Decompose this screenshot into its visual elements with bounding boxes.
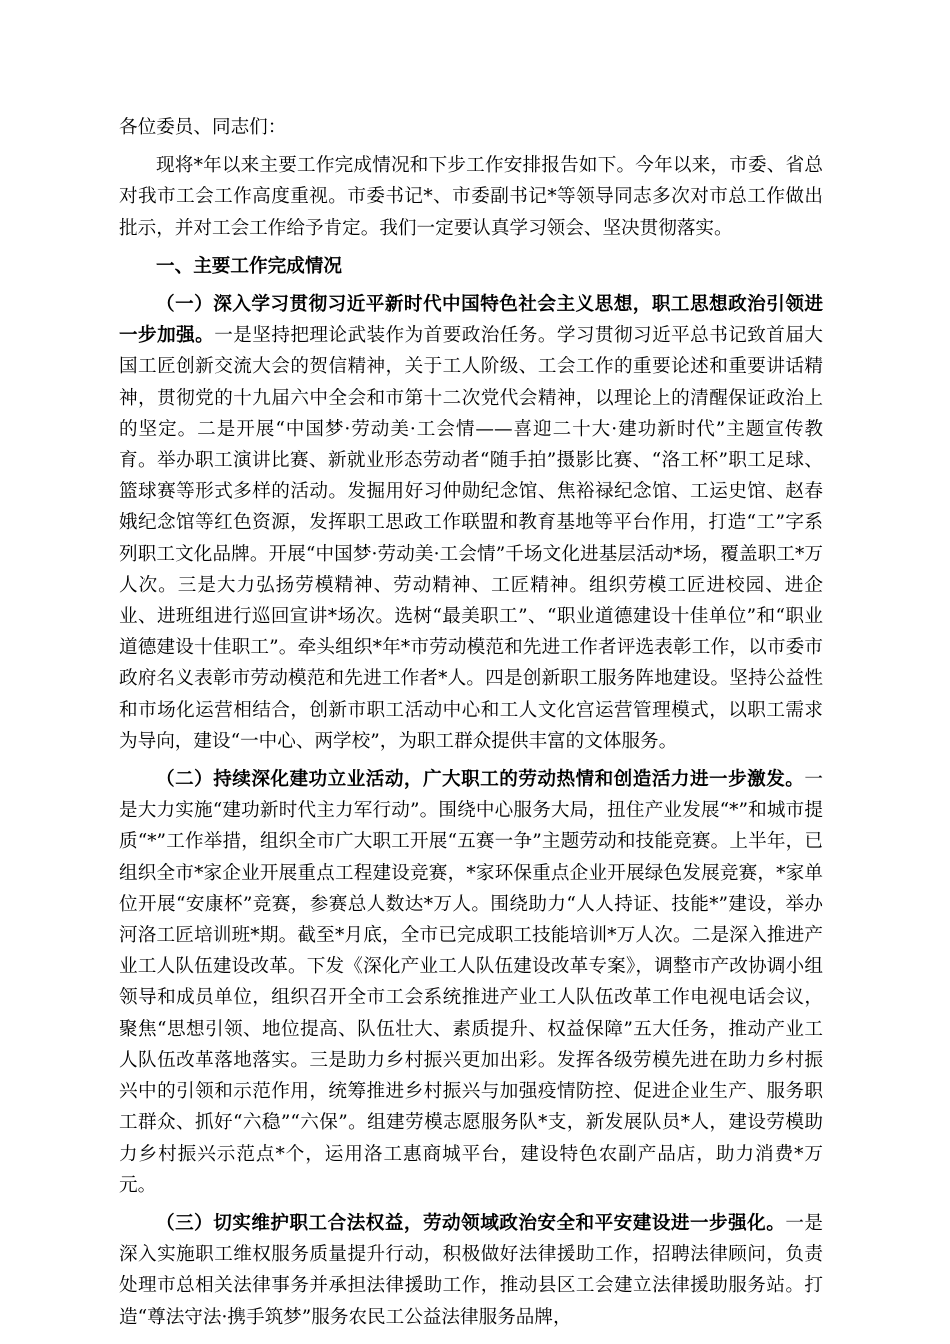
item-2-lead: （二）持续深化建功立业活动，广大职工的劳动热情和创造活力进一步激发。 <box>156 769 805 791</box>
document-page <box>119 112 823 1333</box>
item-2-paragraph <box>119 764 823 1201</box>
item-1-body: 一是坚持把理论武装作为首要政治任务。学习贯彻习近平总书记致首届大国工匠创新交流大会的贺信精神，关于工人阶级、工会工作的重要论述和重要讲话精神，贯彻党的十九届六中全会和市第十二次党代会精神，以理论上的清醒保证政治上的坚定。二是开展“中国梦·劳动美·工会情——喜迎二十大·建功新时代”主题宣传教育。举办职工演讲比赛、新就业形态劳动者“随手拍”摄影比赛、“洛工杯”职工足球、篮球赛等形式多样的活动。发掘用好习仲勋纪念馆、焦裕禄纪念馆、工运史馆、赵春娥纪念馆等红色资源，发挥职工思政工作联盟和教育基地等平台作用，打造“工”字系列职工文化品牌。开展“中国梦·劳动美·工会情”千场文化进基层活动*场，覆盖职工*万人次。三是大力弘扬劳模精神、劳动精神、工匠精神。组织劳模工匠进校园、进企业、进班组进行巡回宣讲*场次。选树“最美职工”、“职业道德建设十佳单位”和“职业道德建设十佳职工”。牵头组织*年*市劳动模范和先进工作者评选表彰工作，以市委市政府名义表彰市劳动模范和先进工作者*人。四是创新职工服务阵地建设。坚持公益性和市场化运营相结合，创新市职工活动中心和工人文化宫运营管理模式，以职工需求为导向，建设“一中心、两学校”，为职工群众提供丰富的文体服务。 <box>119 325 823 752</box>
section-heading: 一、主要工作完成情况 <box>156 255 342 277</box>
item-3-paragraph <box>119 1208 823 1333</box>
intro-paragraph: 现将*年以来主要工作完成情况和下步工作安排报告如下。今年以来，市委、省总对我市工会工作高度重视。市委书记*、市委副书记*等领导同志多次对市总工作做出批示，并对工会工作给予肯定。我们一定要认真学习领会、坚决贯彻落实。 <box>119 155 823 239</box>
salutation: 各位委员、同志们： <box>119 117 287 138</box>
item-3-lead: （三）切实维护职工合法权益，劳动领域政治安全和平安建设进一步强化。 <box>156 1212 786 1234</box>
item-3-body: 一是深入实施职工维权服务质量提升行动，积极做好法律援助工作，招聘法律顾问，负责处理市总相关法律事务并承担法律援助工作，推动县区工会建立法律援助服务站。打造“尊法守法·携手筑梦”服务农民工公益法律服务品牌， <box>119 1212 823 1328</box>
item-2-body: 一是大力实施“建功新时代主力军行动”。围绕中心服务大局，扭住产业发展“*”和城市提质“*”工作举措，组织全市广大职工开展“五赛一争”主题劳动和技能竞赛。上半年，已组织全市*家企业开展重点工程建设竞赛，*家环保重点企业开展绿色发展竞赛，*家单位开展“安康杯”竞赛，参赛总人数达*万人。围绕助力“人人持证、技能*”建设，举办河洛工匠培训班*期。截至*月底，全市已完成职工技能培训*万人次。二是深入推进产业工人队伍建设改革。下发《深化产业工人队伍建设改革专案》，调整市产改协调小组领导和成员单位，组织召开全市工会系统推进产业工人队伍改革工作电视电话会议，聚焦“思想引领、地位提高、队伍壮大、素质提升、权益保障”五大任务，推动产业工人队伍改革落地落实。三是助力乡村振兴更加出彩。发挥各级劳模先进在助力乡村振兴中的引领和示范作用，统筹推进乡村振兴与加强疫情防控、促进企业生产、服务职工群众、抓好“六稳”“六保”。组建劳模志愿服务队*支，新发展队员*人，建设劳模助力乡村振兴示范点*个，运用洛工惠商城平台，建设特色农副产品店，助力消费*万元。 <box>119 769 823 1196</box>
item-1-lead: （一）深入学习贯彻习近平新时代中国特色社会主义思想，职工思想政治引领进一步加强。 <box>119 294 823 347</box>
item-1-paragraph <box>119 289 823 757</box>
